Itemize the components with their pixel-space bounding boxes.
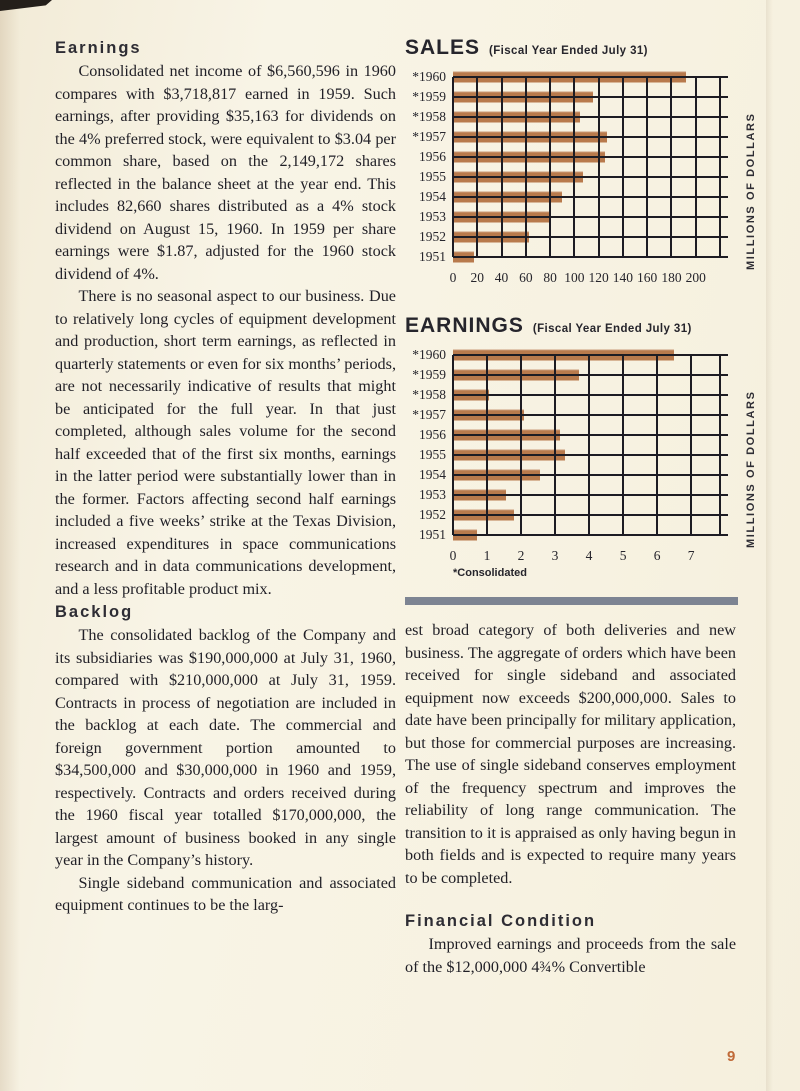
- chart-row-1954: [453, 187, 720, 207]
- chart-row-1952: [453, 227, 720, 247]
- sales-chart-subtitle: (Fiscal Year Ended July 31): [489, 45, 648, 57]
- gridline-horizontal: [453, 414, 728, 416]
- year-label-1951: 1951: [419, 527, 446, 542]
- section-divider-bar: [405, 597, 738, 605]
- tick-label-0: 0: [449, 548, 457, 563]
- tick-label-160: 160: [637, 270, 658, 285]
- gridline-horizontal: [453, 374, 728, 376]
- chart-row-1960: [453, 67, 720, 87]
- year-label-1958: *1958: [412, 387, 446, 402]
- sales-value-axis: [449, 267, 720, 285]
- chart-row-1956: [453, 147, 720, 167]
- sales-plot-grid: [453, 67, 720, 267]
- gridline-vertical: [501, 77, 503, 257]
- chart-row-1955: [453, 445, 720, 465]
- year-label-1960: *1960: [412, 69, 446, 84]
- financial-condition-paragraph-1: Improved earnings and proceeds from the sale of the $12,000,000 4¾% Convertible: [405, 935, 736, 976]
- tick-label-0: 0: [449, 270, 457, 285]
- year-label-1954: 1954: [419, 189, 446, 204]
- earnings-chart-title: EARNINGS: [405, 314, 524, 337]
- gridline-vertical: [573, 77, 575, 257]
- tick-label-180: 180: [661, 270, 682, 285]
- year-label-1960: *1960: [412, 347, 446, 362]
- tick-label-200: 200: [685, 270, 706, 285]
- chart-row-1959: [453, 365, 720, 385]
- earnings-plot-grid: [453, 345, 720, 545]
- year-label-1952: 1952: [419, 507, 446, 522]
- gridline-vertical: [622, 77, 624, 257]
- gridline-horizontal: [453, 256, 728, 258]
- tick-label-4: 4: [585, 548, 593, 563]
- gridline-horizontal: [453, 156, 728, 158]
- tick-label-1: 1: [483, 548, 491, 563]
- earnings-paragraph-2: There is no seasonal aspect to our business. Due to relatively long cycles of equipment development and production, short term earnings, as reflected in quarterly statements or even for six months’ periods, are not necessarily indicative of results that might be anticipated for the full year. In that just completed, although sales volume for the second half exceeded that of the first six months, earnings in the latter period were substantially lower than in the former. Factors affecting second half earnings included a five weeks’ strike at the Texas Division, increased expenditures in space communications research and in data communications development, and a less profitable product mix.: [55, 287, 396, 598]
- earnings-units-label: MILLIONS OF DOLLARS: [745, 390, 757, 548]
- year-label-1954: 1954: [419, 467, 446, 482]
- financial-condition-heading: Financial Condition: [405, 912, 597, 930]
- chart-row-1951: [453, 247, 720, 267]
- earnings-chart-plot-area: [405, 345, 767, 545]
- year-label-1952: 1952: [419, 229, 446, 244]
- page-crease: [766, 0, 773, 1091]
- tick-label-20: 20: [470, 270, 485, 285]
- gridline-vertical: [486, 355, 488, 535]
- year-label-1957: *1957: [412, 407, 446, 422]
- gridline-vertical: [452, 355, 454, 535]
- gridline-vertical: [588, 355, 590, 535]
- year-label-1955: 1955: [419, 169, 446, 184]
- chart-row-1951: [453, 525, 720, 545]
- chart-row-1954: [453, 465, 720, 485]
- gridline-horizontal: [453, 494, 728, 496]
- earnings-chart-subtitle: (Fiscal Year Ended July 31): [532, 323, 692, 335]
- sales-year-axis: [405, 67, 453, 267]
- gridline-vertical: [598, 77, 600, 257]
- gridline-horizontal: [453, 96, 728, 98]
- year-label-1959: *1959: [412, 367, 446, 382]
- tick-label-40: 40: [494, 270, 509, 285]
- year-label-1951: 1951: [419, 249, 446, 264]
- sales-chart: [405, 36, 767, 285]
- year-label-1956: 1956: [419, 149, 446, 164]
- gridline-vertical: [476, 77, 478, 257]
- gridline-horizontal: [453, 534, 728, 536]
- year-label-1958: *1958: [412, 109, 446, 124]
- gridline-horizontal: [453, 454, 728, 456]
- year-label-1953: 1953: [419, 209, 446, 224]
- sales-units-label: MILLIONS OF DOLLARS: [745, 112, 757, 270]
- earnings-paragraph-1: Consolidated net income of $6,560,596 in 1960 compares with $3,718,817 earned in 1959. Such earnings, after providing $35,163 for dividends on the 4% preferred stock, were equivalent to $3.04 per common share, based on the 2,149,172 shares reflected in the balance sheet at the year end. This includes 82,660 shares distributed as a 4% stock dividend on August 15, 1960. In 1959 per share earnings were $1.87, adjusted for the 1960 stock dividend of 4%.: [55, 62, 396, 283]
- chart-row-1958: [453, 107, 720, 127]
- right-column: [405, 619, 736, 978]
- earnings-chart-header: [405, 314, 767, 338]
- chart-row-1959: [453, 87, 720, 107]
- gridline-vertical: [622, 355, 624, 535]
- chart-row-1953: [453, 485, 720, 505]
- chart-row-1955: [453, 167, 720, 187]
- continuation-paragraph: est broad category of both deliveries and new business. The aggregate of orders which have been received for single sideband and associated equipment now exceeds $200,000,000. Sales to date have been principally for military application, but those for commercial purposes are increasing. The use of single sideband conserves employment of the frequency spectrum and improves the reliability of long range communication. The transition to it is appraised as only having begun in both fields and is expected to require many years to be completed.: [405, 621, 736, 887]
- year-label-1957: *1957: [412, 129, 446, 144]
- gridline-horizontal: [453, 354, 728, 356]
- gridline-vertical: [525, 77, 527, 257]
- tick-label-80: 80: [543, 270, 557, 285]
- gridline-horizontal: [453, 236, 728, 238]
- year-label-1953: 1953: [419, 487, 446, 502]
- left-column: [55, 36, 396, 917]
- tick-label-5: 5: [619, 548, 627, 563]
- chart-row-1960: [453, 345, 720, 365]
- gridline-horizontal: [453, 474, 728, 476]
- backlog-paragraph-1: The consolidated backlog of the Company and its subsidiaries was $190,000,000 at July 31, 1960, compared with $210,000,000 at July 31, 1959. Contracts in process of negotiation are included in the backlog at each date. The commercial and foreign government portion amounted to $34,500,000 and $30,000,000 in 1960 and 1959, respectively. Contracts and orders received during the 1960 fiscal year totalled $170,000,000, the largest amount of business booked in any single year in the Company’s history.: [55, 626, 396, 869]
- gridline-vertical: [690, 355, 692, 535]
- gridline-vertical: [670, 77, 672, 257]
- gridline-vertical: [520, 355, 522, 535]
- tick-label-60: 60: [519, 270, 533, 285]
- gridline-horizontal: [453, 434, 728, 436]
- scan-edge-shading: [0, 0, 20, 1091]
- chart-row-1958: [453, 385, 720, 405]
- backlog-heading: Backlog: [55, 603, 134, 621]
- sales-chart-header: [405, 36, 767, 60]
- gridline-horizontal: [453, 116, 728, 118]
- chart-row-1957: [453, 127, 720, 147]
- earnings-value-axis: [449, 545, 720, 563]
- gridline-horizontal: [453, 394, 728, 396]
- year-label-1955: 1955: [419, 447, 446, 462]
- gridline-horizontal: [453, 514, 728, 516]
- backlog-paragraph-2: Single sideband communication and associated equipment continues to be the larg-: [55, 873, 396, 914]
- year-label-1959: *1959: [412, 89, 446, 104]
- gridline-horizontal: [453, 76, 728, 78]
- gridline-horizontal: [453, 216, 728, 218]
- tick-label-100: 100: [564, 270, 585, 285]
- tick-label-2: 2: [517, 548, 525, 563]
- chart-row-1953: [453, 207, 720, 227]
- gridline-vertical: [549, 77, 551, 257]
- gridline-horizontal: [453, 196, 728, 198]
- grid-right-edge: [719, 77, 721, 257]
- tick-label-120: 120: [588, 270, 609, 285]
- consolidated-footnote: *Consolidated: [453, 567, 527, 579]
- gridline-vertical: [554, 355, 556, 535]
- chart-row-1956: [453, 425, 720, 445]
- earnings-chart: [405, 314, 767, 579]
- gridline-vertical: [656, 355, 658, 535]
- earnings-year-axis: [405, 345, 453, 545]
- gridline-vertical: [695, 77, 697, 257]
- page-number: 9: [727, 1048, 736, 1065]
- gridline-vertical: [452, 77, 454, 257]
- gridline-horizontal: [453, 176, 728, 178]
- tick-label-6: 6: [653, 548, 661, 563]
- earnings-heading: Earnings: [55, 39, 142, 57]
- sales-chart-plot-area: [405, 67, 767, 267]
- grid-right-edge: [719, 355, 721, 535]
- tick-label-7: 7: [687, 548, 695, 563]
- tick-label-3: 3: [551, 548, 559, 563]
- sales-chart-title: SALES: [405, 36, 481, 59]
- gridline-horizontal: [453, 136, 728, 138]
- gridline-vertical: [646, 77, 648, 257]
- chart-row-1957: [453, 405, 720, 425]
- year-label-1956: 1956: [419, 427, 446, 442]
- chart-row-1952: [453, 505, 720, 525]
- tick-label-140: 140: [612, 270, 634, 285]
